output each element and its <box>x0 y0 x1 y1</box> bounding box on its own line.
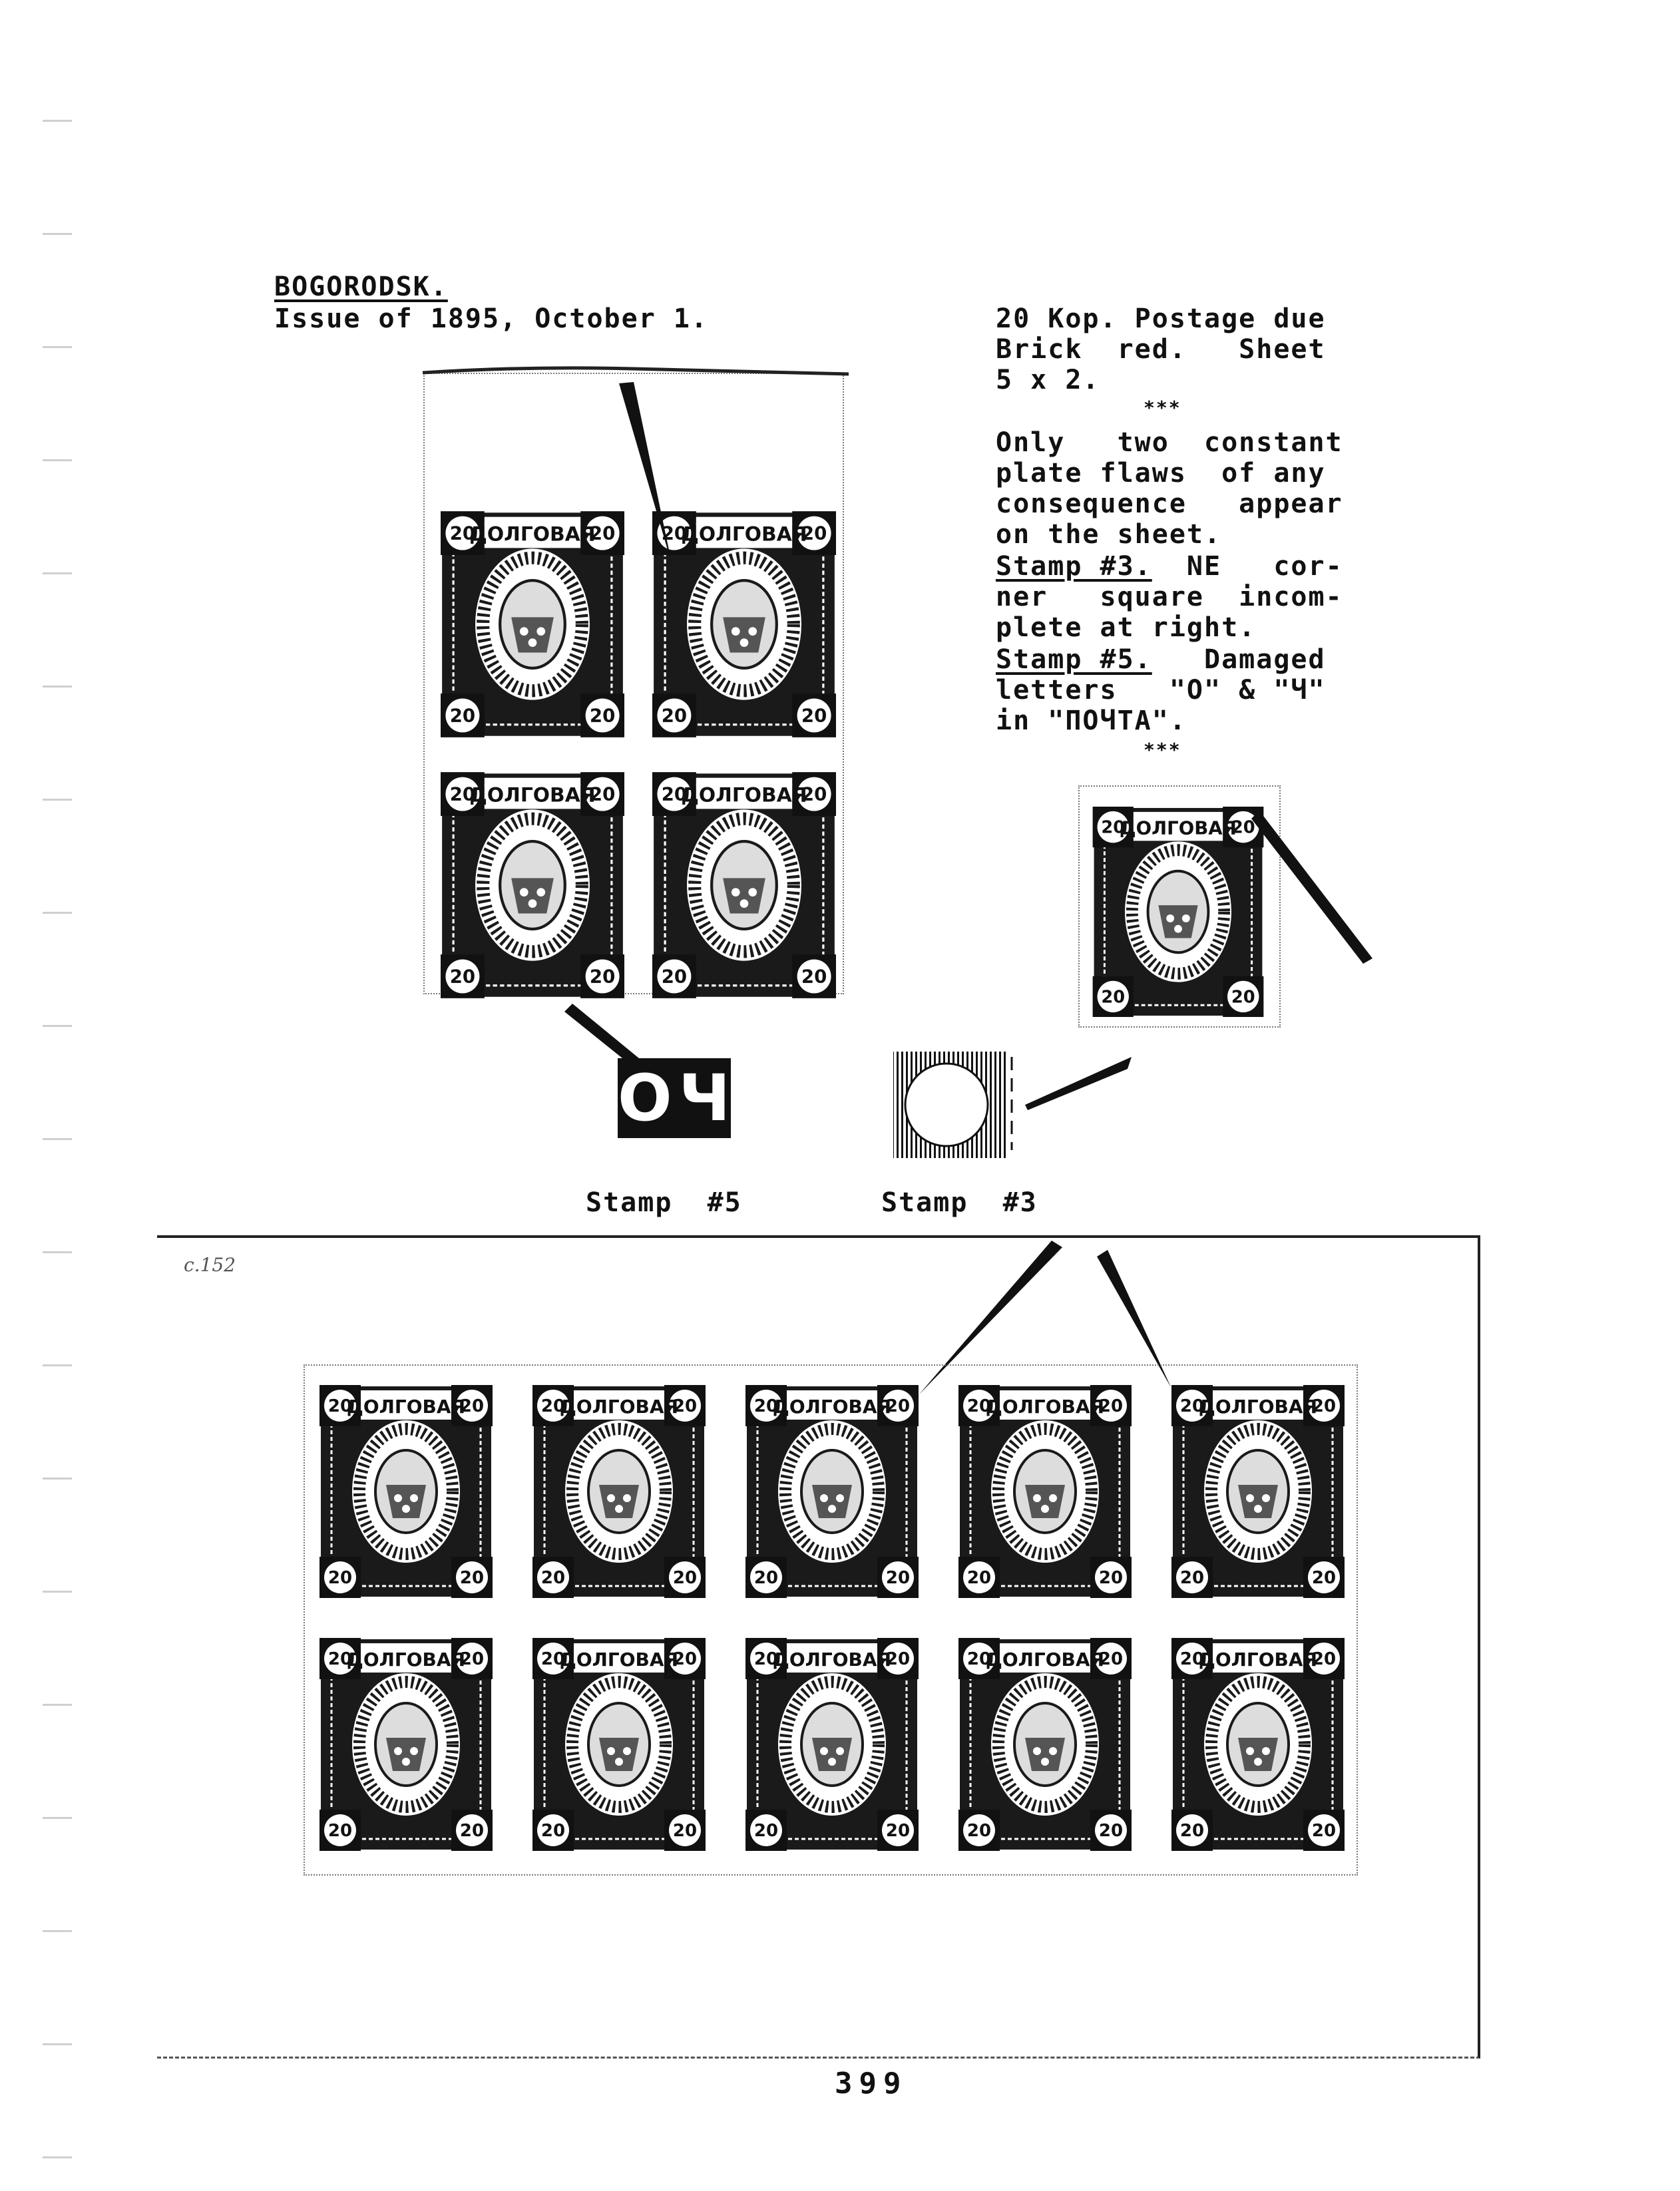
stamp-denomination: 20 <box>753 1649 779 1669</box>
stamp-denomination: 20 <box>801 783 827 805</box>
stamp-denomination: 20 <box>1231 987 1255 1008</box>
stamp-denomination: 20 <box>966 1821 992 1841</box>
detail-stamp3 <box>892 1050 1025 1163</box>
stamp-denomination: 20 <box>661 783 688 805</box>
stamp-denomination: 20 <box>1179 1821 1205 1841</box>
flaw5-label: Stamp #5. <box>996 644 1152 675</box>
page-title: BOGORODSK. <box>274 272 448 302</box>
stamp-top-label: ДОЛГОВАЯ <box>1198 1649 1318 1671</box>
sheet-stamp <box>745 1635 919 1854</box>
desc-line: in "ПОЧТА". <box>996 705 1187 736</box>
sheet-note: с.152 <box>184 1254 236 1276</box>
stamp-top-label: ДОЛГОВАЯ <box>1198 1396 1318 1418</box>
sheet-stamp <box>958 1635 1132 1854</box>
desc-line: plate flaws of any <box>996 458 1326 489</box>
flaw3-label: Stamp #3. <box>996 551 1152 582</box>
stamp-denomination: 20 <box>885 1649 911 1669</box>
stamp-denomination: 20 <box>966 1396 992 1416</box>
desc-line: on the sheet. <box>996 519 1222 550</box>
stamp-denomination: 20 <box>966 1568 992 1588</box>
stamp-denomination: 20 <box>1179 1396 1205 1416</box>
stamp-denomination: 20 <box>801 704 827 727</box>
stamp-denomination: 20 <box>449 783 476 805</box>
stamp-denomination: 20 <box>1179 1649 1205 1669</box>
flaw3-text: NE cor- <box>1152 551 1343 582</box>
desc-line: letters "О" & "Ч" <box>996 675 1326 705</box>
stamp-top-label: ДОЛГОВАЯ <box>985 1396 1105 1418</box>
stamp-denomination: 20 <box>801 965 827 988</box>
stamp-denomination: 20 <box>1098 1821 1124 1841</box>
stamp-denomination: 20 <box>589 783 616 805</box>
stamp-denomination: 20 <box>672 1396 698 1416</box>
stamp-denomination: 20 <box>1311 1568 1337 1588</box>
stamp-top-label: ДОЛГОВАЯ <box>772 1649 892 1671</box>
stamp-denomination: 20 <box>449 704 476 727</box>
stamp-denomination: 20 <box>1098 1568 1124 1588</box>
stamp-denomination: 20 <box>327 1568 353 1588</box>
stamp-top-label: ДОЛГОВАЯ <box>559 1396 679 1418</box>
stamp-denomination: 20 <box>753 1396 779 1416</box>
stamp-denomination: 20 <box>1231 817 1255 838</box>
stamp-denomination: 20 <box>459 1396 485 1416</box>
sheet-stamp <box>319 1635 493 1854</box>
desc-line: 20 Kop. Postage due <box>996 303 1326 334</box>
sheet-stamp <box>1171 1382 1345 1601</box>
stamp-denomination: 20 <box>327 1821 353 1841</box>
separator: *** <box>1144 739 1181 761</box>
stamp-denomination: 20 <box>801 522 827 544</box>
stamp-top-label: ДОЛГОВАЯ <box>559 1649 679 1671</box>
stamp-denomination: 20 <box>753 1821 779 1841</box>
stamp-denomination: 20 <box>540 1821 566 1841</box>
stamp-denomination: 20 <box>1101 817 1126 838</box>
page-number: 399 <box>835 2067 908 2100</box>
stamp-denomination: 20 <box>327 1396 353 1416</box>
stamp-top-label: ДОЛГОВАЯ <box>1120 817 1237 839</box>
desc-line: 5 x 2. <box>996 365 1100 395</box>
stamp-denomination: 20 <box>885 1568 911 1588</box>
desc-line: ner square incom- <box>996 582 1343 612</box>
desc-line: Only two constant <box>996 427 1343 458</box>
stamp-denomination: 20 <box>966 1649 992 1669</box>
sheet-stamp <box>532 1382 706 1601</box>
flaw5-text: Damaged <box>1152 644 1326 675</box>
desc-line: plete at right. <box>996 612 1257 643</box>
desc-line: Brick red. Sheet <box>996 334 1326 365</box>
stamp-denomination: 20 <box>672 1821 698 1841</box>
stamp-denomination: 20 <box>459 1649 485 1669</box>
separator: *** <box>1144 397 1181 419</box>
stamp-denomination: 20 <box>753 1568 779 1588</box>
stamp-denomination: 20 <box>1098 1649 1124 1669</box>
stamp-denomination: 20 <box>540 1396 566 1416</box>
stamp-denomination: 20 <box>449 965 476 988</box>
stamp-denomination: 20 <box>449 522 476 544</box>
stamp-denomination: 20 <box>672 1649 698 1669</box>
stamp-denomination: 20 <box>1311 1396 1337 1416</box>
stamp-denomination: 20 <box>459 1821 485 1841</box>
stamp-top-label: ДОЛГОВАЯ <box>469 522 596 546</box>
page-subtitle: Issue of 1895, October 1. <box>274 303 709 334</box>
sheet-stamp <box>745 1382 919 1601</box>
sheet-stamp <box>1171 1635 1345 1854</box>
stamp-denomination: 20 <box>1311 1649 1337 1669</box>
sheet-stamp <box>319 1382 493 1601</box>
stamp-denomination: 20 <box>885 1821 911 1841</box>
stamp-denomination: 20 <box>661 965 688 988</box>
stamp-denomination: 20 <box>459 1568 485 1588</box>
sheet-stamp <box>532 1635 706 1854</box>
stamp-denomination: 20 <box>885 1396 911 1416</box>
detail-stamp5: ОЧ <box>618 1058 731 1138</box>
caption-stamp5: Stamp #5 <box>586 1187 742 1218</box>
stamp-denomination: 20 <box>540 1568 566 1588</box>
stamp-denomination: 20 <box>1311 1821 1337 1841</box>
stamp-top-label: ДОЛГОВАЯ <box>681 522 807 546</box>
stamp-denomination: 20 <box>589 704 616 727</box>
stamp-denomination: 20 <box>589 522 616 544</box>
caption-stamp3: Stamp #3 <box>881 1187 1038 1218</box>
stamp-top-label: ДОЛГОВАЯ <box>346 1649 466 1671</box>
stamp-top-label: ДОЛГОВАЯ <box>469 783 596 807</box>
stamp-denomination: 20 <box>661 704 688 727</box>
desc-line: consequence appear <box>996 489 1343 519</box>
stamp-denomination: 20 <box>540 1649 566 1669</box>
stamp-top-label: ДОЛГОВАЯ <box>346 1396 466 1418</box>
stamp-denomination: 20 <box>1101 987 1126 1008</box>
stamp-denomination: 20 <box>327 1649 353 1669</box>
stamp-denomination: 20 <box>1179 1568 1205 1588</box>
stamp-denomination: 20 <box>672 1568 698 1588</box>
stamp-denomination: 20 <box>661 522 688 544</box>
stamp-denomination: 20 <box>1098 1396 1124 1416</box>
stamp-top-label: ДОЛГОВАЯ <box>772 1396 892 1418</box>
stamp-denomination: 20 <box>589 965 616 988</box>
sheet-stamp <box>958 1382 1132 1601</box>
stamp-top-label: ДОЛГОВАЯ <box>681 783 807 807</box>
stamp-top-label: ДОЛГОВАЯ <box>985 1649 1105 1671</box>
